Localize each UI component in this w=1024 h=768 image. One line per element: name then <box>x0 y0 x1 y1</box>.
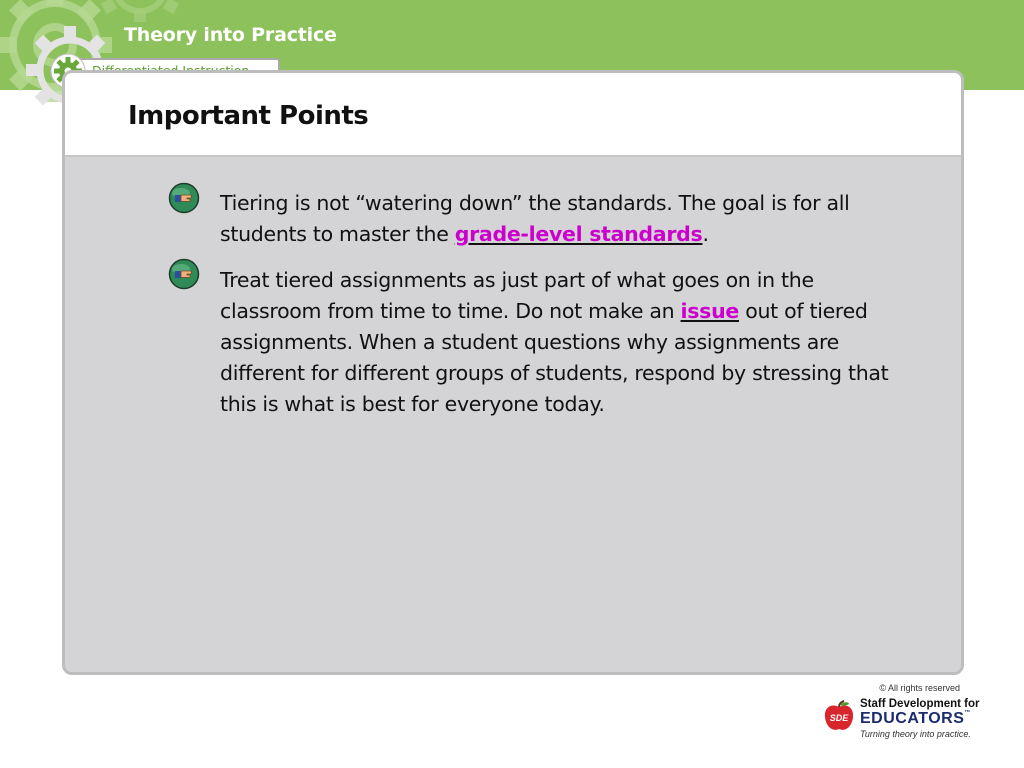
logo-wordmark: EDUCATORS <box>860 710 965 727</box>
logo-line-1: Staff Development for <box>860 698 980 710</box>
bullet-text: out of tiered assignments. When a student questions why assignments are different for different groups of students, respond by stressing that this is what is best for everyone today. <box>220 299 889 416</box>
logo-tagline: Turning theory into practice. <box>860 729 971 739</box>
slide-title: Important Points <box>128 101 369 131</box>
logo-trademark: ™ <box>964 710 971 716</box>
bullet-point <box>220 188 900 250</box>
apple-icon <box>822 700 856 734</box>
fill-in-blank: issue <box>680 299 739 323</box>
bullet-text: . <box>702 222 709 246</box>
sde-logo <box>822 698 980 742</box>
brand-title: Theory into Practice <box>124 24 337 46</box>
bullet-text: Treat tiered assignments as just part of what goes on in the classroom from time to time. Do not make an <box>220 268 814 323</box>
bullet-point <box>220 265 920 420</box>
pointing-hand-icon <box>168 182 200 214</box>
sde-mark: SDE <box>829 713 849 723</box>
bullet-text: Tiering is not “watering down” the standards. The goal is for all students to master the <box>220 191 850 246</box>
copyright-notice: © All rights reserved <box>879 683 960 693</box>
fill-in-blank: grade-level standards <box>454 222 703 246</box>
pointing-hand-icon <box>168 258 200 290</box>
logo-line-2 <box>860 710 971 728</box>
slide-header <box>65 73 961 157</box>
